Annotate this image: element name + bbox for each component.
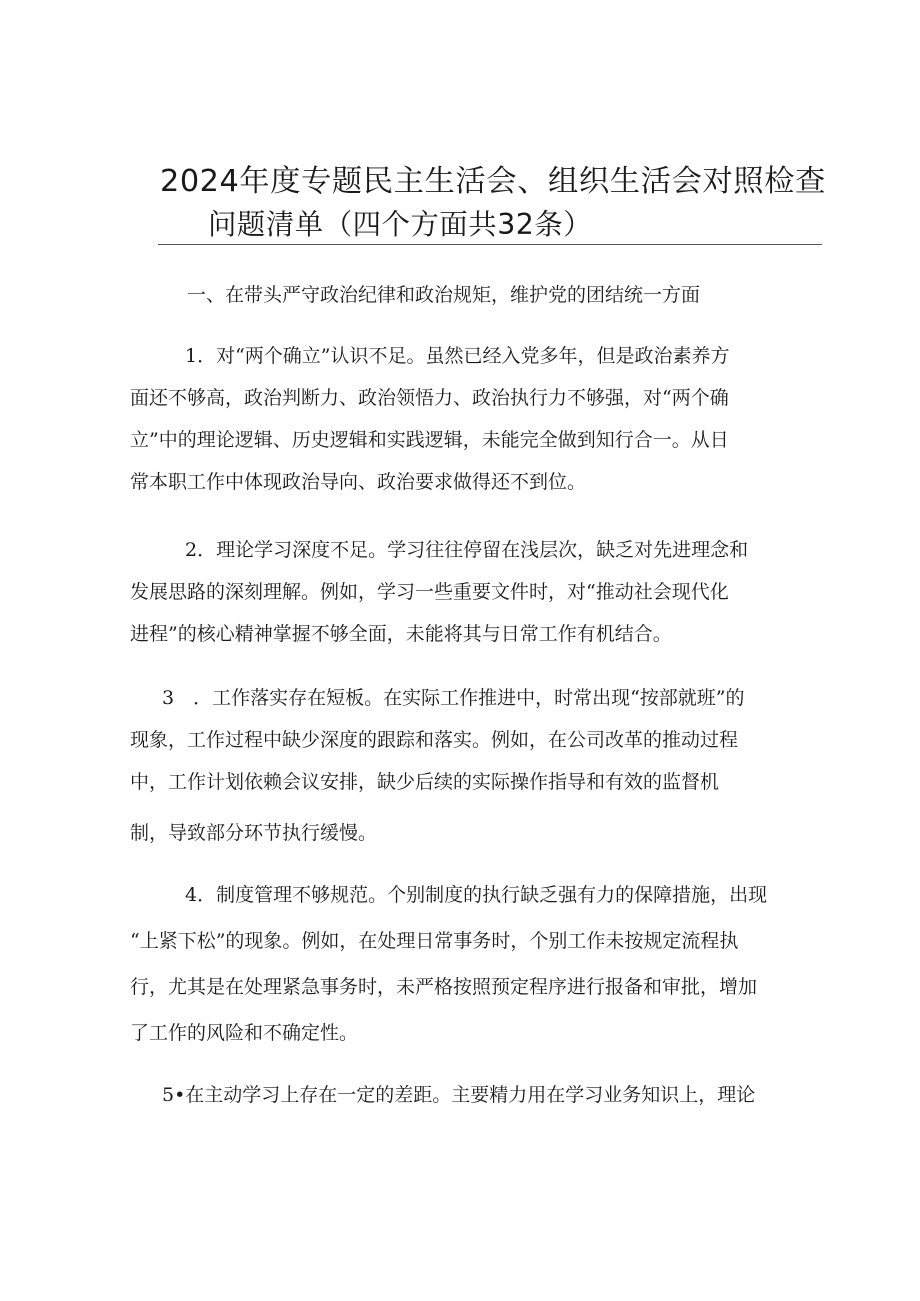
paragraph-2-line-2: 发展思路的深刻理解。例如，学习一些重要文件时，对“推动社会现代化 bbox=[130, 581, 729, 603]
paragraph-1-line-3: 立”中的理论逻辑、历史逻辑和实践逻辑，未能完全做到知行合一。从日 bbox=[130, 429, 729, 451]
paragraph-5-line-1: 5•在主动学习上存在一定的差距。主要精力用在学习业务知识上，理论 bbox=[162, 1084, 756, 1106]
document-title-line-1: 2024年度专题民主生活会、组织生活会对照检查 bbox=[160, 164, 826, 199]
paragraph-2-line-1: 2．理论学习深度不足。学习往往停留在浅层次，缺乏对先进理念和 bbox=[185, 539, 749, 561]
paragraph-4-line-1: 4．制度管理不够规范。个别制度的执行缺乏强有力的保障措施，出现 bbox=[185, 884, 768, 906]
paragraph-3-line-4: 制，导致部分环节执行缓慢。 bbox=[130, 822, 378, 844]
paragraph-2-line-3: 进程”的核心精神掌握不够全面，未能将其与日常工作有机结合。 bbox=[130, 623, 672, 645]
document-title-line-2: 问题清单（四个方面共32条） bbox=[208, 208, 593, 241]
paragraph-3-line-1: 3 ．工作落实存在短板。在实际工作推进中，时常出现“按部就班”的 bbox=[162, 687, 745, 709]
paragraph-4-line-4: 了工作的风险和不确定性。 bbox=[130, 1022, 359, 1044]
paragraph-3-line-3: 中，工作计划依赖会议安排，缺少后续的实际操作指导和有效的监督机 bbox=[130, 771, 720, 793]
paragraph-1-line-4: 常本职工作中体现政治导向、政治要求做得还不到位。 bbox=[130, 471, 587, 493]
paragraph-4-line-2: “上紧下松”的现象。例如，在处理日常事务时，个别工作未按规定流程执 bbox=[130, 930, 739, 952]
paragraph-1-line-1: 1．对“两个确立”认识不足。虽然已经入党多年，但是政治素养方 bbox=[185, 345, 730, 367]
paragraph-1-line-2: 面还不够高，政治判断力、政治领悟力、政治执行力不够强，对“两个确 bbox=[130, 387, 729, 409]
section-heading: 一、在带头严守政治纪律和政治规矩，维护党的团结统一方面 bbox=[187, 284, 701, 306]
paragraph-4-line-3: 行，尤其是在处理紧急事务时，未严格按照预定程序进行报备和审批，增加 bbox=[130, 976, 758, 998]
title-underline bbox=[158, 244, 822, 245]
paragraph-3-line-2: 现象，工作过程中缺少深度的跟踪和落实。例如，在公司改革的推动过程 bbox=[130, 729, 739, 751]
